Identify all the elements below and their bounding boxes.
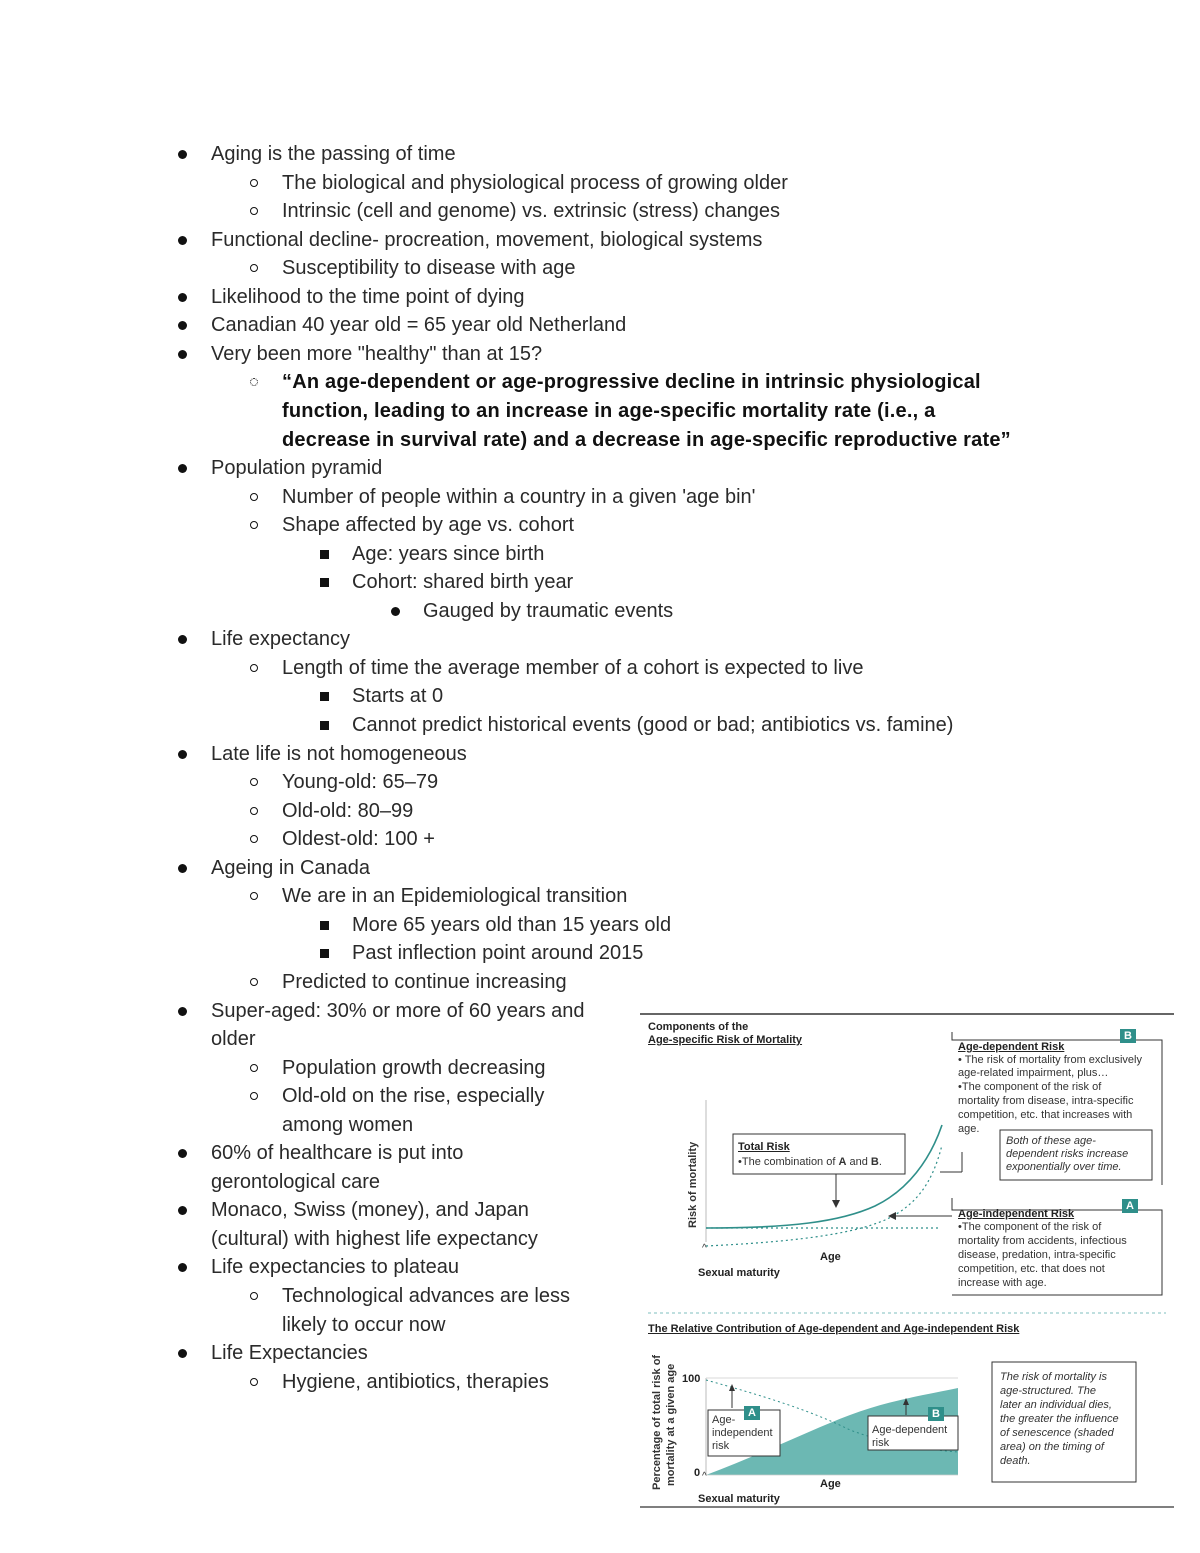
bottom-y-label-2: mortality at a given age [665,1363,677,1486]
bullet-marker-level-1 [178,635,187,644]
note-line: Young-old: 65–79 [282,771,439,794]
dep-risk-line-4: mortality from disease, intra-specific [958,1095,1134,1107]
note-line: Population pyramid [211,457,383,480]
total-risk-desc-pre: •The combination of [738,1156,839,1168]
bottom-y-label-1: Percentage of total risk of [651,1354,663,1490]
note-line: Number of people within a country in a given 'age bin' [282,485,756,508]
note-line: Cohort: shared birth year [352,571,574,594]
mortality-figure [640,1010,1174,1510]
indep-risk-line-5: increase with age. [958,1277,1047,1289]
bullet-marker-level-2 [250,892,258,900]
bullet-marker-level-1 [178,350,187,359]
indep-risk-line-2: mortality from accidents, infectious [958,1235,1127,1247]
total-risk-arrowhead [832,1200,840,1208]
note-line: decrease in survival rate) and a decrease in age-specific reproductive rate” [282,428,1011,451]
bullet-marker-level-1 [178,1206,187,1215]
dep-risk-line-5: competition, etc. that increases with [958,1109,1133,1121]
note-line: Super-aged: 30% or more of 60 years and [211,999,585,1022]
bullet-marker-level-3 [320,721,329,730]
total-risk-desc [738,1155,882,1169]
bullet-marker-level-2 [250,835,258,843]
box-b-badge: B [928,1407,944,1421]
note-line: Population growth decreasing [282,1056,546,1079]
dep-risk-line-2: age-related impairment, plus… [958,1067,1109,1079]
bullet-marker-level-2 [250,493,258,501]
note-line: Susceptibility to disease with age [282,257,576,280]
top-sexual-maturity: Sexual maturity [698,1267,780,1279]
note-line: Canadian 40 year old = 65 year old Netherland [211,314,627,337]
note-line: Ageing in Canada [211,856,371,879]
note-line-7: death. [1000,1455,1031,1467]
total-risk-title: Total Risk [738,1141,790,1153]
bullet-marker-level-2 [250,1378,258,1386]
bullet-marker-level-3 [320,550,329,559]
both-risks-line-2: dependent risks increase [1006,1148,1129,1160]
box-a-line-1: Age- [712,1414,736,1426]
bullet-marker-level-2 [250,264,258,272]
bullet-marker-level-1 [178,293,187,302]
note-line-3: later an individual dies, [1000,1399,1112,1411]
bullet-marker-level-3 [320,921,329,930]
dep-risk-line-1: • The risk of mortality from exclusively [958,1054,1142,1066]
bullet-marker-level-1 [178,150,187,159]
note-line: Technological advances are less [282,1285,570,1307]
bottom-caret: ^ [702,1471,707,1482]
note-line: older [211,1028,256,1051]
note-line: Aging is the passing of time [211,143,456,165]
note-line: The biological and physiological process of growing older [282,171,788,194]
bullet-marker-level-1 [178,864,187,873]
bullet-marker-level-2 [250,207,258,215]
note-line: “An age-dependent or age-progressive decline in intrinsic physiological [282,371,981,394]
note-line: Hygiene, antibiotics, therapies [282,1370,549,1393]
note-line: (cultural) with highest life expectancy [211,1227,538,1250]
box-b-line-1: Age-dependent [872,1424,948,1436]
bullet-marker-level-2 [250,978,258,986]
dep-risk-line-6: age. [958,1123,980,1135]
note-line: Old-old on the rise, especially [282,1085,545,1108]
note-line: Oldest-old: 100 + [282,828,435,851]
box-a-line-3: risk [712,1440,730,1452]
note-line: Past inflection point around 2015 [352,942,644,965]
note-line-6: area) on the timing of [1000,1441,1104,1453]
note-line: Monaco, Swiss (money), and Japan [211,1199,529,1222]
indep-risk-line-4: competition, etc. that does not [958,1263,1105,1275]
note-line: 60% of healthcare is put into [211,1142,464,1165]
box-a-line-2: independent [712,1427,773,1439]
note-line: Age: years since birth [352,542,545,565]
note-line: Predicted to continue increasing [282,970,567,993]
top-y-label: Risk of mortality [687,1141,699,1228]
bullet-marker-level-1 [178,321,187,330]
bullet-marker-level-2 [250,664,258,672]
note-line: Gauged by traumatic events [423,599,674,622]
note-line: Shape affected by age vs. cohort [282,514,575,537]
note-line: Very been more "healthy" than at 15? [211,342,543,365]
note-line: Intrinsic (cell and genome) vs. extrinsic (stress) changes [282,200,780,223]
bullet-marker-level-2 [250,179,258,187]
note-line-5: of senescence (shaded [1000,1427,1114,1439]
bottom-title: The Relative Contribution of Age-dependent and Age-independent Risk [648,1323,1020,1335]
top-title-1: Components of the [648,1021,749,1033]
bullet-marker-level-1 [178,1263,187,1272]
top-x-label: Age [820,1251,841,1263]
bullet-marker-level-1 [178,1007,187,1016]
bullet-marker-level-2 [250,807,258,815]
note-line: Cannot predict historical events (good or bad; antibiotics vs. famine) [352,714,954,736]
both-risks-line-1: Both of these age- [1006,1135,1096,1147]
box-b-line-2: risk [872,1437,890,1449]
bottom-x-label: Age [820,1478,841,1490]
total-risk-b: B [870,1156,879,1168]
note-line: likely to occur now [282,1313,446,1336]
note-line: We are in an Epidemiological transition [282,885,628,908]
note-line: Length of time the average member of a cohort is expected to live [282,656,864,679]
top-title-2: Age-specific Risk of Mortality [648,1034,803,1046]
note-line: function, leading to an increase in age-specific mortality rate (i.e., a [282,399,936,422]
note-line: Life expectancy [211,628,350,651]
dep-risk-title: Age-dependent Risk [958,1041,1065,1053]
tick-100: 100 [682,1373,701,1385]
bullet-marker-level-1 [178,1349,187,1358]
bullet-marker-level-2 [250,521,258,529]
indep-arrowhead [888,1212,896,1220]
bullet-marker-level-2 [250,1092,258,1100]
top-caret: ^ [702,1243,707,1254]
bullet-marker-level-3 [320,578,329,587]
bullet-marker-level-2 [250,1292,258,1300]
note-line-2: age-structured. The [1000,1385,1096,1397]
bullet-marker-level-2 [250,1064,258,1072]
dep-risk-badge: B [1120,1029,1136,1043]
note-line: More 65 years old than 15 years old [352,913,672,936]
note-line: Late life is not homogeneous [211,742,467,765]
note-line: among women [282,1113,414,1136]
note-line-4: the greater the influence [1000,1413,1119,1425]
note-line: Likelihood to the time point of dying [211,285,525,308]
indep-risk-line-3: disease, predation, intra-specific [958,1249,1116,1261]
note-line-1: The risk of mortality is [1000,1371,1107,1383]
bullet-marker-level-1 [178,464,187,473]
note-line: Functional decline- procreation, movement, biological systems [211,228,763,251]
both-risks-line-3: exponentially over time. [1006,1161,1122,1173]
indep-risk-title: Age-independent Risk [958,1208,1075,1220]
note-line: gerontological care [211,1170,380,1193]
bullet-marker-level-2 [250,778,258,786]
bullet-marker-level-3 [320,949,329,958]
tick-0: 0 [694,1467,701,1479]
note-line: Life expectancies to plateau [211,1256,459,1279]
bullet-marker-level-1 [178,1149,187,1158]
note-line: Starts at 0 [352,685,444,708]
total-risk-a: A [838,1156,847,1168]
indep-risk-badge: A [1122,1199,1138,1213]
arrow-a-head [729,1384,735,1391]
box-a-badge: A [744,1406,760,1420]
bottom-sexual-maturity: Sexual maturity [698,1493,780,1505]
note-line: Old-old: 80–99 [282,799,414,822]
total-risk-end: . [878,1156,882,1168]
dep-risk-line-3: •The component of the risk of [958,1081,1102,1093]
bullet-marker-level-1 [178,236,187,245]
bullet-marker-level-1 [178,750,187,759]
note-line: Life Expectancies [211,1342,368,1365]
total-risk-and: and [846,1156,871,1168]
bullet-marker-level-2 [250,378,258,386]
bullet-marker-level-3 [320,692,329,701]
bullet-marker-level-4 [391,607,400,616]
indep-risk-line-1: •The component of the risk of [958,1221,1102,1233]
